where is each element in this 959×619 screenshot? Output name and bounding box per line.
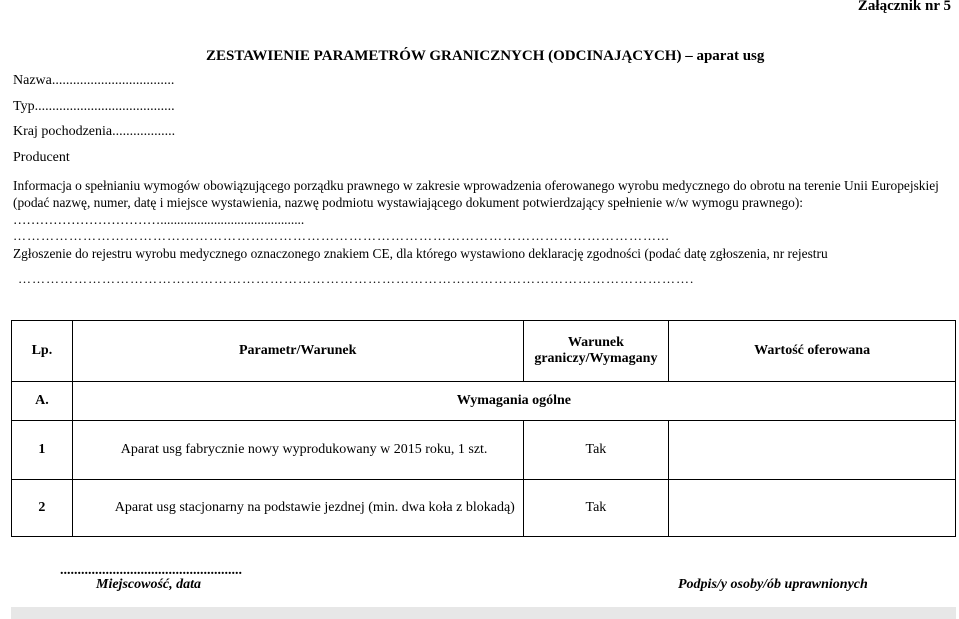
registration-paragraph: Zgłoszenie do rejestru wyrobu medycznego oznaczonego znakiem CE, dla którego wystawiono deklarację zgodności (podać datę zgłoszenia, nr rejestru <box>13 246 828 261</box>
annex-number: Załącznik nr 5 <box>857 0 951 14</box>
row-offered-value[interactable] <box>669 421 956 480</box>
field-producer: Producent <box>13 150 70 165</box>
row-parameter: Aparat usg fabrycznie nowy wyprodukowany w 2015 roku, 1 szt. <box>72 421 523 480</box>
info-paragraph: Informacja o spełnianiu wymogów obowiązującego porządku prawnego w zakresie wprowadzenia oferowanego wyrobu medycznego do obrotu na terenie Unii Europejskiej (podać nazwę, numer, datę i miejsce wystawienia, nazwę podmiotu wystawiającego dokument potwierdzający spełnienie w/w wymogu prawnego): ……………………………........................................... <box>13 178 939 227</box>
row-requirement: Tak <box>523 480 669 537</box>
info-dots: …………………………………………………………………………………………………………………………... <box>13 228 670 243</box>
header-offered-value: Wartość oferowana <box>669 321 956 382</box>
field-country-of-origin: Kraj pochodzenia.................. <box>13 124 176 139</box>
page-bottom-strip <box>11 607 956 619</box>
row-lp: 1 <box>12 421 73 480</box>
header-requirement: Warunek graniczy/Wymagany <box>523 321 669 382</box>
row-offered-value[interactable] <box>669 480 956 537</box>
row-parameter: Aparat usg stacjonarny na podstawie jezdnej (min. dwa koła z blokadą) <box>72 480 523 537</box>
header-lp: Lp. <box>12 321 73 382</box>
row-requirement: Tak <box>523 421 669 480</box>
row-lp: 2 <box>12 480 73 537</box>
parameters-table <box>11 320 956 537</box>
registration-dots: ………………………………………………………………………………………………………………………………. <box>18 271 695 286</box>
table-row <box>12 480 956 537</box>
place-date-dots: .................................................... <box>60 563 242 578</box>
table-section-row <box>12 382 956 421</box>
signature-label: Podpis/y osoby/ób uprawnionych <box>678 577 868 592</box>
table-row <box>12 421 956 480</box>
field-name: Nazwa................................... <box>13 73 175 88</box>
document-title: ZESTAWIENIE PARAMETRÓW GRANICZNYCH (ODCINAJĄCYCH) – aparat usg <box>206 48 765 64</box>
table-header-row <box>12 321 956 382</box>
field-type: Typ........................................ <box>13 99 175 114</box>
place-date-label: Miejscowość, data <box>96 577 201 592</box>
section-title: Wymagania ogólne <box>72 382 955 421</box>
section-lp: A. <box>12 382 73 421</box>
header-parameter: Parametr/Warunek <box>72 321 523 382</box>
